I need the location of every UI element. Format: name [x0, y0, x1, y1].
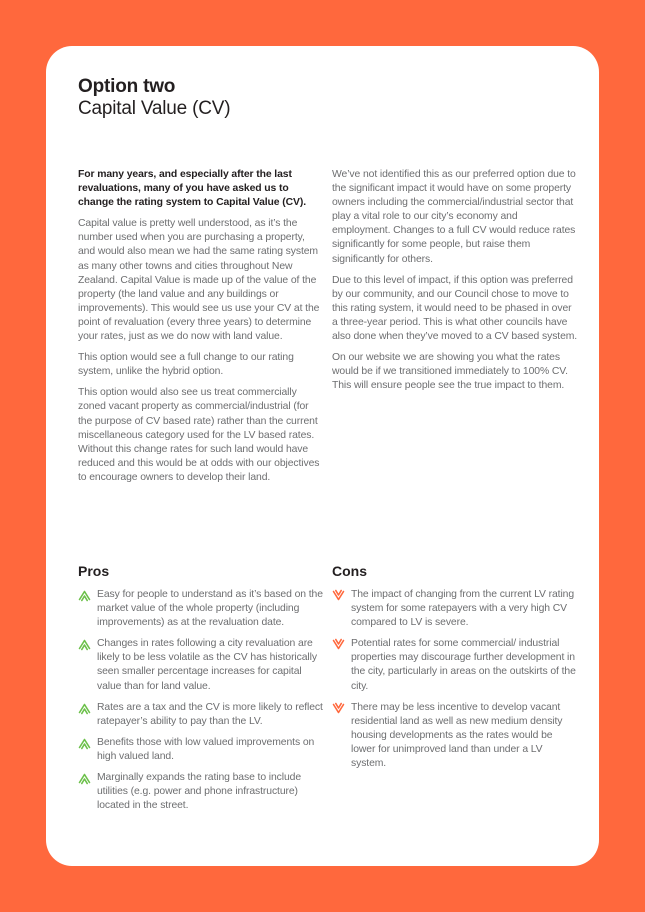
pro-text: Marginally expands the rating base to include utilities (e.g. power and phone infrastructure) located in the street.: [97, 772, 302, 812]
chevron-up-icon: [78, 702, 91, 715]
chevron-up-icon: [78, 638, 91, 651]
intro-paragraph: For many years, and especially after the last revaluations, many of you have asked us to change the rating system to Capital Value (CV).: [78, 169, 306, 209]
body-paragraph: Due to this level of impact, if this option was preferred by our community, and our Council chose to move to this rating system, it would need to be phased in over a three-year period. This is what other councils have also done when they’ve moved to a CV based system.: [332, 274, 578, 343]
con-text: The impact of changing from the current LV rating system for some ratepayers with a very high CV compared to LV is severe.: [351, 589, 575, 629]
chevron-up-icon: [78, 737, 91, 750]
body-paragraph: On our website we are showing you what the rates would be if we transitioned immediately to 100% CV. This will ensure people see the true impact to them.: [332, 352, 568, 392]
page-header: [78, 76, 230, 120]
con-item: [332, 701, 584, 771]
pro-item: [78, 637, 330, 693]
pro-text: Easy for people to understand as it’s based on the market value of the whole property (including improvements) as at the revaluation date.: [97, 589, 323, 629]
chevron-down-icon: [332, 638, 345, 651]
cons-heading: Cons: [332, 563, 367, 579]
chevron-down-icon: [332, 589, 345, 602]
page-subtitle: Capital Value (CV): [78, 98, 231, 119]
body-paragraph: Capital value is pretty well understood, as it’s the number used when you are purchasing a property, and would also mean we had the same rating system as many other towns and cities throughout New Zealand. Capital Value is made up of the value of the property (the land value and any buildings or improvements). This would see us use your CV at the point of revaluation (every three years) to determine your rates, just as we do now with land value.: [78, 218, 320, 343]
con-item: [332, 588, 584, 630]
pros-section: [78, 563, 330, 820]
body-paragraph: This option would also see us treat commercially zoned vacant property as commercial/industrial (for the purpose of CV based rate) rather than the current miscellaneous category used for the LV based rates. Without this change rates for such land would have reduced and this would be at odds with our objectives to encourage owners to develop their land.: [78, 387, 320, 483]
pro-item: [78, 736, 330, 764]
pro-item: [78, 701, 330, 729]
body-paragraph: This option would see a full change to our rating system, unlike the hybrid option.: [78, 352, 294, 378]
page-title: Option two: [78, 76, 176, 97]
con-item: [332, 637, 584, 693]
pros-heading: Pros: [78, 563, 110, 579]
pro-item: [78, 588, 330, 630]
body-column-right: [332, 168, 578, 400]
chevron-up-icon: [78, 772, 91, 785]
content-card: [46, 46, 599, 866]
body-column-left: [78, 168, 324, 492]
con-text: Potential rates for some commercial/ industrial properties may discourage further development in the city, particularly in areas on the outskirts of the city.: [351, 638, 576, 692]
pro-text: Changes in rates following a city revaluation are likely to be less volatile as the CV has historically seen smaller percentage increases for capital value than for land value.: [97, 638, 317, 692]
con-text: There may be less incentive to develop vacant residential land as well as new medium density housing developments as the rates would be lower for unimproved land than under a LV system.: [351, 701, 563, 770]
pro-text: Rates are a tax and the CV is more likely to reflect ratepayer’s ability to pay than the LV.: [97, 701, 323, 727]
cons-section: [332, 563, 584, 778]
chevron-down-icon: [332, 702, 345, 715]
pro-text: Benefits those with low valued improvements on high valued land.: [97, 736, 315, 762]
chevron-up-icon: [78, 589, 91, 602]
body-paragraph: We’ve not identified this as our preferred option due to the significant impact it would have on some property owners including the commercial/industrial sector that play a vital role to our city’s economy and employment. Changes to a full CV would reduce rates significantly for some people, but raise them significantly for others.: [332, 169, 576, 265]
pro-item: [78, 771, 330, 813]
